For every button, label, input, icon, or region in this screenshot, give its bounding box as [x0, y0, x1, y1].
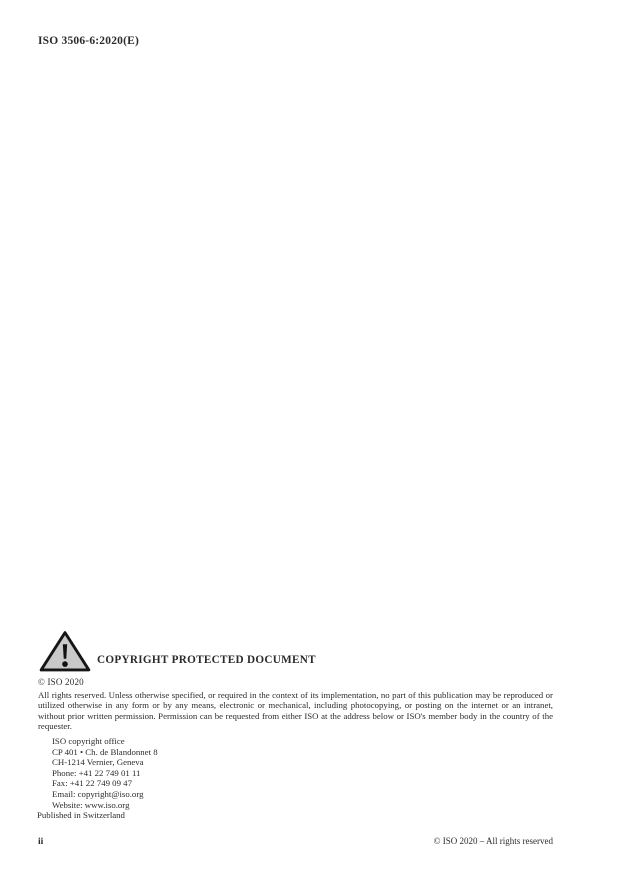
address-line-email: Email: copyright@iso.org [52, 788, 144, 799]
warning-triangle-icon [38, 629, 92, 674]
copyright-year-notice: © ISO 2020 [38, 677, 84, 687]
address-line-phone: Phone: +41 22 749 01 11 [52, 767, 141, 778]
address-line-website: Website: www.iso.org [52, 799, 130, 810]
published-in-text: Published in Switzerland [37, 810, 125, 820]
address-line-office: ISO copyright office [52, 736, 125, 746]
copyright-address-block [52, 736, 158, 810]
copyright-heading: COPYRIGHT PROTECTED DOCUMENT [97, 654, 316, 666]
page-number: ii [38, 837, 44, 847]
copyright-body-text: All rights reserved. Unless otherwise specified, or required in the context of its implementation, no part of this publication may be reproduced or utilized otherwise in any form or by any means, electronic or mechanical, including photocopying, or posting on the internet or an intranet, without prior written permission. Permission can be requested from either ISO at the address below or ISO's member body in the country of the requester. [38, 690, 553, 732]
address-line-street: CP 401 • Ch. de Blandonnet 8 [52, 746, 158, 757]
address-line-city: CH-1214 Vernier, Geneva [52, 757, 144, 768]
address-line-fax: Fax: +41 22 749 09 47 [52, 778, 132, 789]
document-id-header: ISO 3506-6:2020(E) [38, 35, 140, 47]
footer-copyright-text: © ISO 2020 – All rights reserved [433, 836, 553, 846]
page-footer [38, 836, 553, 847]
